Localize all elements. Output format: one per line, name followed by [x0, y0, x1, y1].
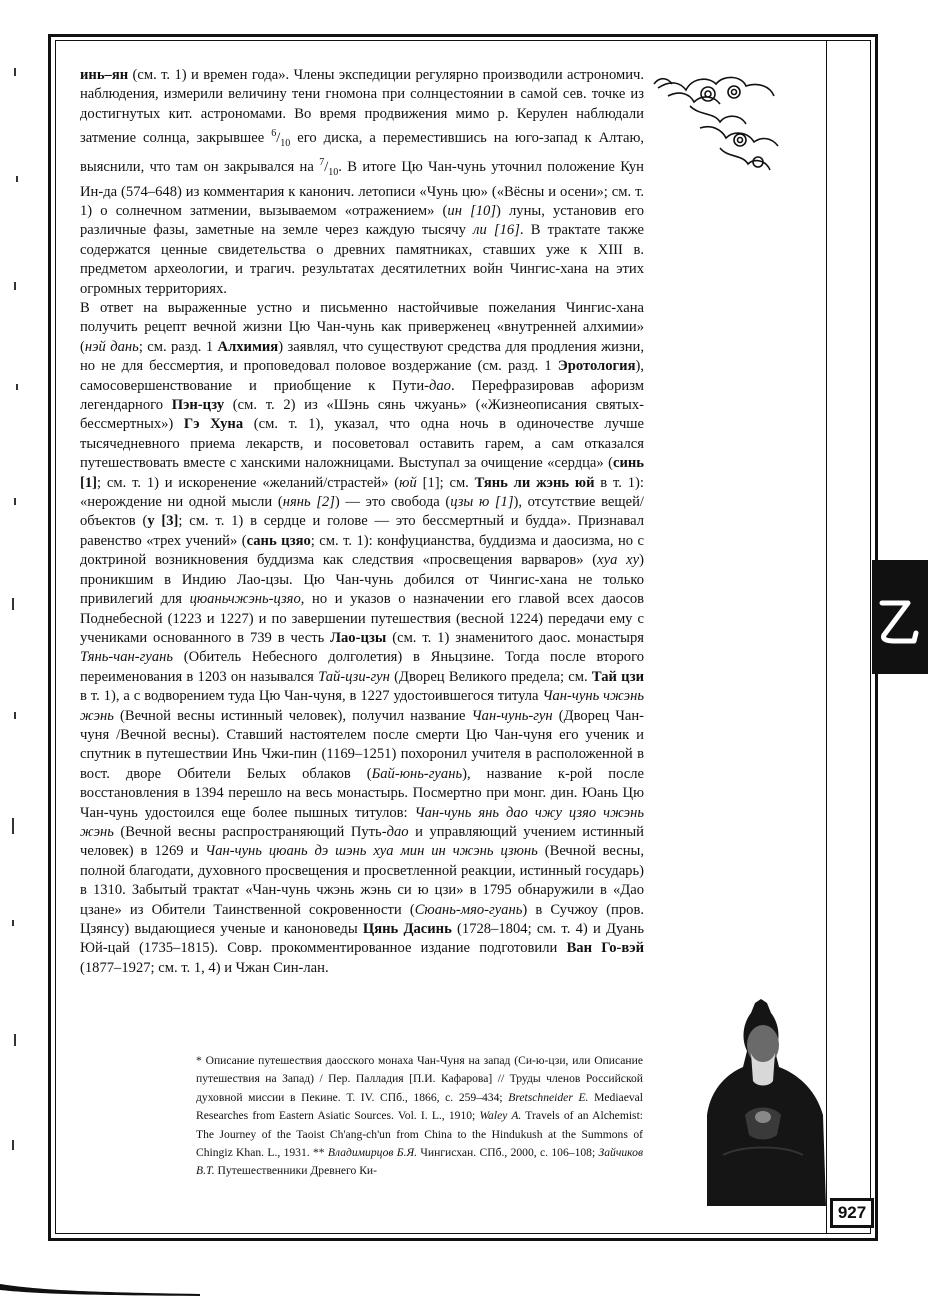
bold-term: инь–ян — [80, 67, 129, 83]
page-number: 927 — [830, 1198, 874, 1228]
bold-term: синь [1] — [80, 455, 644, 491]
bold-term: Пэн-цзу — [171, 397, 225, 414]
text-run: , но и указов о назначении его главой всех даосов Поднебесной (1223 и 1227) и по завершении путешествия (весной 1224) передачи ему с учениками основанного в 739 в честь — [80, 591, 645, 646]
italic-term: Bretschneider E. — [508, 1090, 589, 1104]
text-run: . В трактате также содержатся ценные свидетельства о древних памятниках, ставших уже к XIII в. предметом археологии, и трагич. результатах десятилетних войн Чингис-хана на этих огромных территориях. — [80, 222, 645, 297]
text-run: ; см. т. 1) и искоренение «желаний/страстей» ( — [97, 474, 400, 491]
text-run: (1728–1804; см. т. 4) и Дуань Юй-цай (1735–1815). Совр. прокомментированное издание подготовили — [80, 921, 644, 957]
bold-term: Ван Го-вэй — [566, 940, 645, 957]
bold-term: Гэ Хуна — [183, 416, 244, 433]
bibliography-footnote — [196, 1052, 643, 1181]
italic-term: Тянь-чан-гуань — [80, 649, 173, 666]
text-run: ; см. разд. 1 — [138, 338, 218, 355]
text-run: (Вечной весны, полной благодати, духовного просвещения и просветленной реакции, истинный государь) в 1310. Забытый трактат «Чан-чунь чжэнь жэнь си ю цзи» в 1795 обнаружили в «Дао цзане» из Обители Таинственной сокровенности ( — [80, 843, 644, 918]
italic-term: дао — [428, 377, 451, 394]
italic-term: ли [16] — [473, 222, 520, 239]
italic-term: Waley A. — [479, 1109, 522, 1123]
text-run: * Описание путешествия даосского монаха Чан-Чуня на запад (Си-ю-цзи, или Описание путешествия на Запад) / Пер. Палладия [П.И. Кафарова] // Труды членов Российской духовной миссии в Пекине. Т. IV. СПб., 1866, с. 259–434; — [196, 1054, 643, 1104]
text-run: (Обитель Небесного долголетия) в Яньцзине. Тогда после второго переименования в 1203 он назывался — [80, 649, 644, 685]
text-run: (Дворец Чан-чуня /Вечной весны). Ставший настоятелем после смерти Цю Чан-чуня его ученик и спутник в путешествии Инь Чжи-пин (1169–1251) похоронил учителя в расположенной в вост. дворе Обители Белых облаков ( — [80, 707, 644, 782]
text-run: ; см. т. 1): конфуцианства, буддизма и даосизма, но с доктриной возникновения буддизма как следствия «просвещения варваров» ( — [80, 532, 645, 569]
text-run: ; см. т. 1) в сердце и голове — это бессмертный и будда». Признавал равенство «трех учений» ( — [80, 513, 644, 549]
text-run: / — [276, 130, 281, 147]
text-run: ), отсутствие вещей/объектов ( — [80, 494, 644, 530]
italic-term: хуа ху — [597, 552, 640, 569]
section-thumb-glyph — [872, 585, 928, 649]
fraction-part: 6 — [271, 128, 277, 140]
text-run: Mediaeval Researches from Eastern Asiatic Sources. Vol. I. L., 1910; — [196, 1090, 644, 1123]
text-run: ) заявлял, что существуют средства для продления жизни, но не для бессмертия, и проповедовал половое воздержание (см. разд. 1 — [80, 338, 644, 375]
italic-term: Чан-чунь янь дао чжу цзяо чжэнь жэнь — [80, 804, 644, 840]
italic-term: ин [10] — [447, 202, 497, 219]
text-run: В ответ на выраженные устно и письменно настойчивые пожелания Чингис-хана получить рецепт вечной жизни Цю Чан-чунь как приверженец «внутренней алхимии» ( — [80, 300, 644, 355]
margin-column-rule — [826, 40, 827, 1234]
text-run: (Вечной весны распространяющий Путь- — [113, 823, 387, 840]
text-run: в т. 1): «нерождение ни одной мысли ( — [80, 474, 644, 511]
italic-term: юй — [399, 474, 417, 491]
italic-term: нянь [2] — [282, 494, 335, 511]
italic-term: дао — [386, 823, 409, 840]
text-run: Чингисхан. СПб., 2000, с. 106–108; — [417, 1146, 599, 1160]
article-paragraph — [80, 299, 644, 978]
italic-term: Владимирцов Б.Я. — [327, 1146, 418, 1160]
text-run: (см. т. 2) из «Шэнь сянь чжуань» («Жизнеописания святых-бессмертных») — [80, 397, 644, 433]
bold-term: Тянь ли жэнь юй — [474, 474, 595, 491]
text-run: (Дворец Великого предела; см. — [389, 668, 592, 685]
text-run: ) луны, установив его различные фазы, заметные на земле через каждую тысячу — [80, 202, 644, 239]
article-body — [80, 66, 644, 978]
article-paragraph — [80, 66, 644, 299]
text-run: (см. т. 1) и времен года». Члены экспедиции регулярно производили астрономич. наблюдения, измерили величину тени гномона при солнцестоянии в самой сев. точке из достигнутых кит. астрономами. Во время продвижения мимо р. Керулен наблюдали затмение солнца, закрывшее — [80, 67, 644, 147]
italic-term: Чан-чунь-гун — [471, 707, 553, 724]
text-run: ) проникшим в Индию Лао-цзы. Цю Чан-чунь добился от Чингис-хана не только привилегий для — [80, 552, 645, 608]
italic-term: Чан-чунь чжэнь жэнь — [80, 688, 644, 724]
text-run: (1877–1927; см. т. 1, 4) и Чжан Син-лан. — [80, 959, 329, 976]
italic-term: цзы ю [1] — [450, 494, 514, 511]
text-run: [1]; см. — [416, 474, 475, 491]
cloud-ornament-icon — [650, 66, 790, 178]
fraction-part: 7 — [319, 157, 325, 169]
bold-term: Цянь Дасинь — [362, 921, 452, 937]
italic-term: нэй дань — [84, 338, 139, 355]
text-run: (см. т. 1) знаменитого даос. монастыря — [386, 629, 644, 646]
text-run: Путешественники Древнего Ки- — [214, 1164, 378, 1178]
daoist-master-portrait-icon — [703, 995, 826, 1206]
text-run: (Вечной весны истинный человек), получил название — [113, 707, 472, 724]
bold-term: у [3] — [147, 513, 179, 530]
bold-term: сань цзяо — [246, 532, 311, 549]
text-run: и управляющий учением истинный человек) в 1269 и — [80, 823, 644, 860]
fraction-part: 10 — [280, 137, 291, 149]
text-run: ) в Сучжоу (пров. Цзянсу) выдающиеся ученые и каноноведы — [80, 901, 644, 937]
scan-margin-marks — [0, 0, 48, 1304]
italic-term: Тай-цзи-гун — [318, 668, 390, 685]
italic-term: Сюань-мяо-гуань — [414, 901, 523, 918]
text-run: Travels of an Alchemist: The Journey of the Taoist Ch'ang-ch'un from China to the Hindukush at the Summons of Chingiz Khan. L., 1931. ** — [196, 1109, 644, 1160]
bold-term: Алхимия — [217, 338, 279, 355]
text-run: . Перефразировав афоризм легендарного — [80, 377, 644, 414]
footnote-text — [196, 1052, 643, 1181]
bold-term: Лао-цзы — [330, 629, 387, 646]
bold-term: Эротология — [557, 358, 636, 375]
bold-term: Тай цзи — [591, 668, 644, 685]
text-run: ), название к-рой после восстановления в 1394 перешло на весь монастырь. Посмертно при монг. дин. Юань Цю Чан-чунь удостоился еще более пышных титулов: — [80, 765, 644, 821]
text-run: (см. т. 1), указал, что одна ночь в одиночестве лучше тысячедневного приема лекарств, и посоветовал оставить гарем, а сам отказался путешествовать вместе с ханскими наложницами. Выступал за очищение «сердца» ( — [80, 416, 645, 472]
text-run: ), самосовершенствование и приобщение к Пути- — [80, 358, 644, 394]
italic-term: Чан-чунь цюань дэ шэнь хуа мин ин чжэнь цзюнь — [205, 843, 538, 860]
text-run: его диска, а переместившись на юго-запад к Алтаю, выяснили, что там он закрывался на — [80, 130, 644, 176]
text-run: ) — это свобода ( — [334, 494, 451, 511]
italic-term: Зайчиков В.Т. — [196, 1146, 643, 1178]
fraction-part: 10 — [328, 167, 339, 179]
scan-edge-shadow — [0, 1270, 200, 1304]
italic-term: Бай-юнь-гуань — [371, 765, 463, 782]
text-run: . В итоге Цю Чан-чунь уточнил положение Кун Ин-да (574–648) из комментария к канонич. летописи «Чунь цю» («Вёсны и осени»; см. т. 1) о солнечном затмении, вызываемом «отражением» ( — [80, 159, 644, 219]
text-run: в т. 1), а с водворением туда Цю Чан-чуня, в 1227 удостоившегося титула — [80, 688, 543, 705]
text-run: / — [324, 159, 329, 176]
italic-term: цюаньчжэнь-цзяо — [189, 591, 301, 608]
